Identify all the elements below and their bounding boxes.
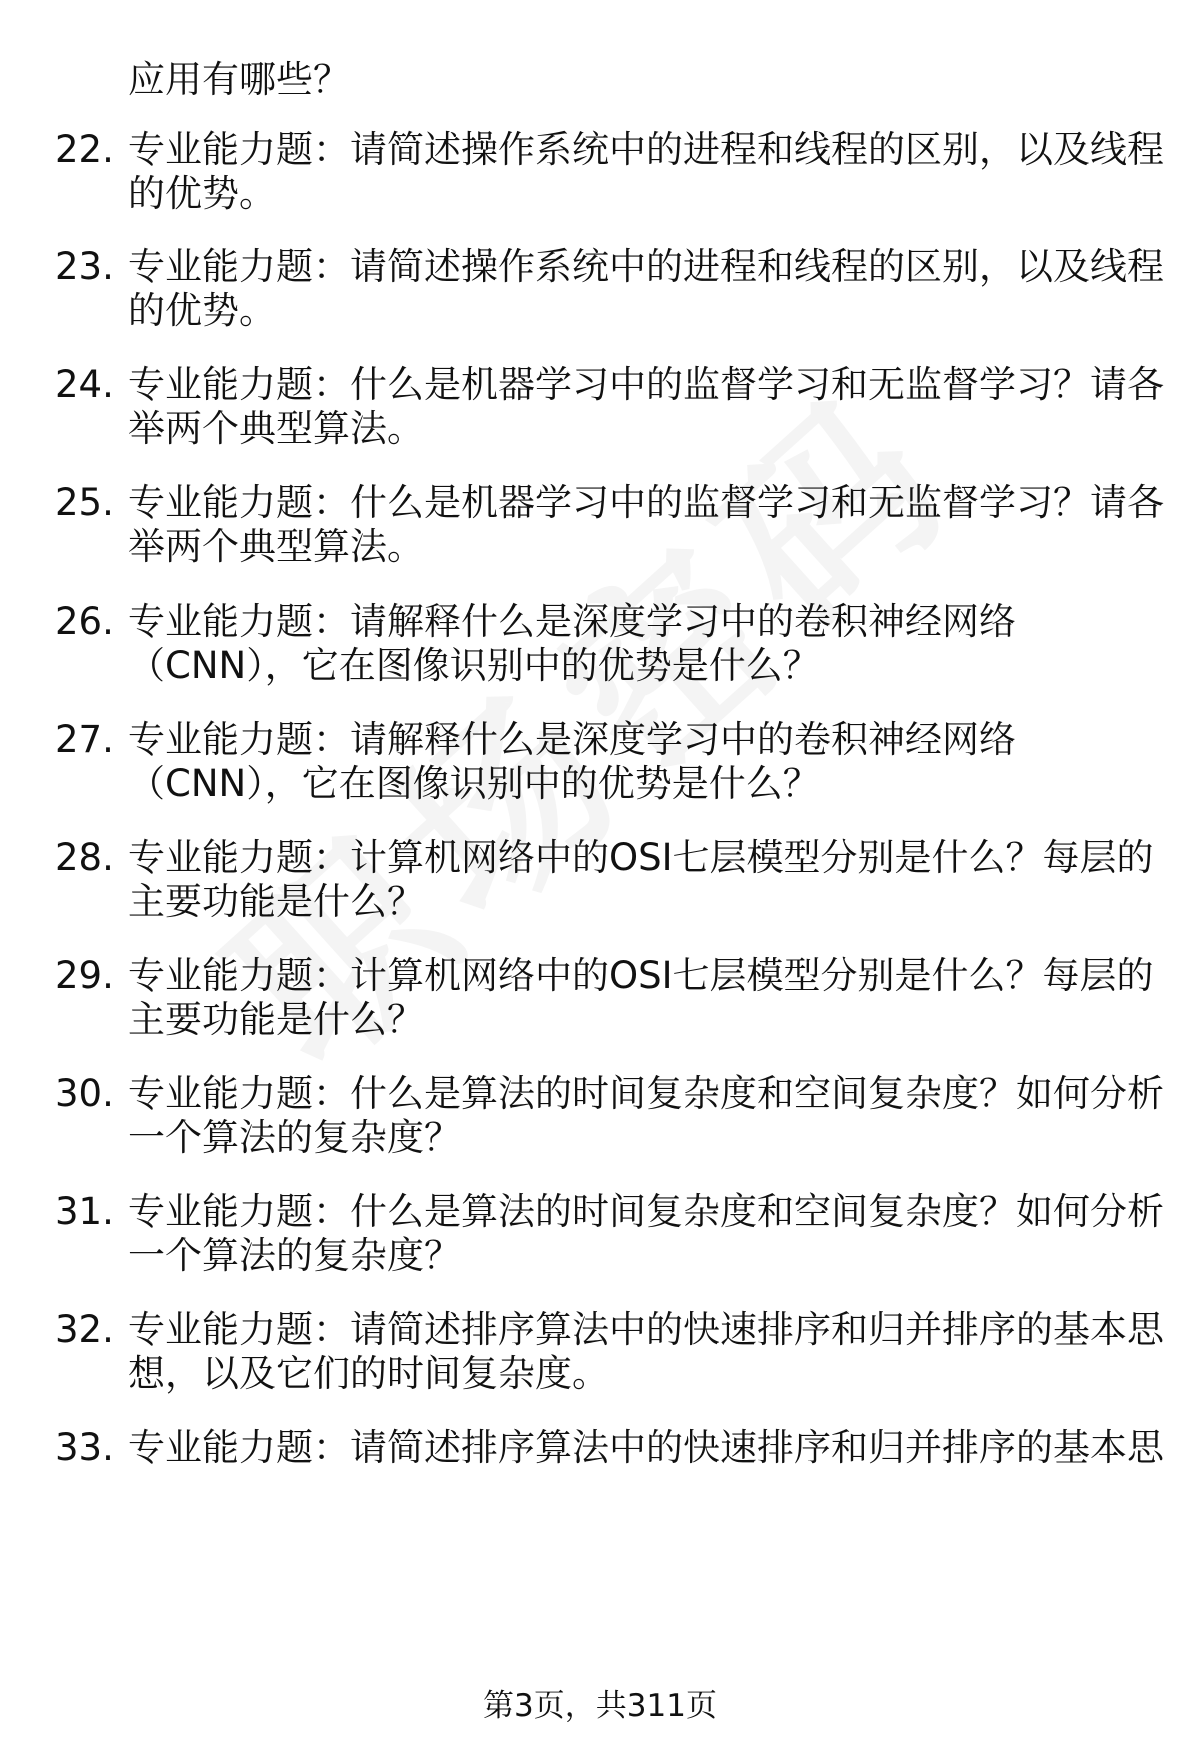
item-30-line-2: 一个算法的复杂度？ bbox=[128, 1116, 461, 1159]
item-28-line-2: 主要功能是什么？ bbox=[128, 880, 424, 923]
intro-line: 应用有哪些？ bbox=[128, 58, 350, 101]
item-32-line-2: 想，以及它们的时间复杂度。 bbox=[128, 1352, 609, 1395]
item-number-32: 32. bbox=[55, 1308, 114, 1351]
item-number-26: 26. bbox=[55, 600, 114, 643]
item-number-22: 22. bbox=[55, 128, 114, 171]
item-28-line-1: 专业能力题：计算机网络中的OSI七层模型分别是什么？每层的 bbox=[128, 836, 1154, 879]
item-31-line-2: 一个算法的复杂度？ bbox=[128, 1234, 461, 1277]
item-29-line-1: 专业能力题：计算机网络中的OSI七层模型分别是什么？每层的 bbox=[128, 954, 1154, 997]
item-23-line-2: 的优势。 bbox=[128, 289, 276, 332]
item-25-line-2: 举两个典型算法。 bbox=[128, 525, 424, 568]
item-23-line-1: 专业能力题：请简述操作系统中的进程和线程的区别，以及线程 bbox=[128, 245, 1164, 288]
item-26-line-2: （CNN），它在图像识别中的优势是什么？ bbox=[128, 644, 820, 687]
item-32-line-1: 专业能力题：请简述排序算法中的快速排序和归并排序的基本思 bbox=[128, 1308, 1164, 1351]
item-number-24: 24. bbox=[55, 363, 114, 406]
item-number-28: 28. bbox=[55, 836, 114, 879]
item-22-line-2: 的优势。 bbox=[128, 172, 276, 215]
item-number-25: 25. bbox=[55, 481, 114, 524]
item-number-27: 27. bbox=[55, 718, 114, 761]
item-27-line-2: （CNN），它在图像识别中的优势是什么？ bbox=[128, 762, 820, 805]
item-number-30: 30. bbox=[55, 1072, 114, 1115]
item-number-29: 29. bbox=[55, 954, 114, 997]
item-29-line-2: 主要功能是什么？ bbox=[128, 998, 424, 1041]
page-footer: 第3页，共311页 bbox=[483, 1688, 717, 1724]
item-30-line-1: 专业能力题：什么是算法的时间复杂度和空间复杂度？如何分析 bbox=[128, 1072, 1164, 1115]
item-33-line-1: 专业能力题：请简述排序算法中的快速排序和归并排序的基本思 bbox=[128, 1426, 1164, 1469]
item-22-line-1: 专业能力题：请简述操作系统中的进程和线程的区别，以及线程 bbox=[128, 128, 1164, 171]
item-24-line-1: 专业能力题：什么是机器学习中的监督学习和无监督学习？请各 bbox=[128, 363, 1164, 406]
item-27-line-1: 专业能力题：请解释什么是深度学习中的卷积神经网络 bbox=[128, 718, 1016, 761]
item-number-33: 33. bbox=[55, 1426, 114, 1469]
item-number-23: 23. bbox=[55, 245, 114, 288]
item-24-line-2: 举两个典型算法。 bbox=[128, 407, 424, 450]
item-number-31: 31. bbox=[55, 1190, 114, 1233]
item-26-line-1: 专业能力题：请解释什么是深度学习中的卷积神经网络 bbox=[128, 600, 1016, 643]
item-25-line-1: 专业能力题：什么是机器学习中的监督学习和无监督学习？请各 bbox=[128, 481, 1164, 524]
item-31-line-1: 专业能力题：什么是算法的时间复杂度和空间复杂度？如何分析 bbox=[128, 1190, 1164, 1233]
